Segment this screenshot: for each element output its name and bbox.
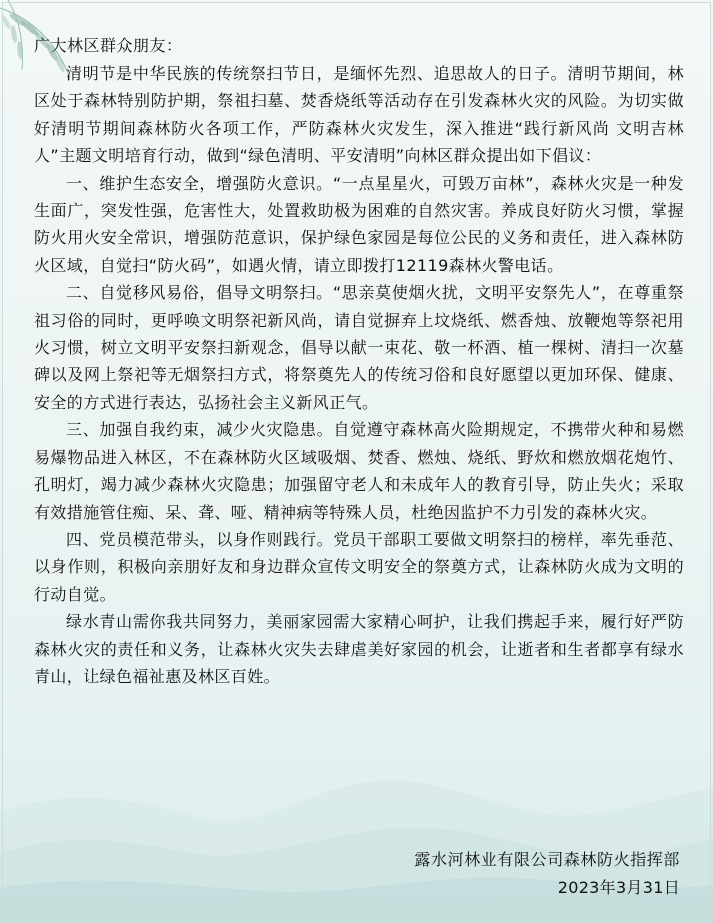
paragraph-point-2: 二、自觉移风易俗，倡导文明祭扫。“思亲莫使烟火扰，文明平安祭先人”，在尊重祭祖习俗的同时，更呼唤文明祭祀新风尚，请自觉摒弃上坟烧纸、燃香烛、放鞭炮等祭祀用火习惯，树立文明平安祭扫新观念，倡导以献一束花、敬一杯酒、植一棵树、清扫一次墓碑以及网上祭祀等无烟祭扫方式，将祭奠先人的传统习俗和良好愿望以更加环保、健康、安全的方式进行表达，弘扬社会主义新风正气。: [34, 283, 684, 412]
paragraph-intro: 清明节是中华民族的传统祭扫节日，是缅怀先烈、追思故人的日子。清明节期间，林区处于森林特别防护期，祭祖扫墓、焚香烧纸等活动存在引发森林火灾的风险。为切实做好清明节期间森林防火各项工作，严防森林火灾发生，深入推进“践行新风尚 文明吉林人”主题文明培育行动，做到“绿色清明、平安清明”向林区群众提出如下倡议：: [34, 64, 684, 166]
signature-organization: 露水河林业有限公司森林防火指挥部: [414, 850, 680, 869]
paragraph-point-4: 四、党员模范带头，以身作则践行。党员干部职工要做文明祭扫的榜样，率先垂范、以身作则，积极向亲朋好友和身边群众宣传文明安全的祭奠方式，让森林防火成为文明的行动自觉。: [34, 529, 684, 604]
signature-date: 2023年3月31日: [557, 878, 680, 897]
paragraph-point-1: 一、维护生态安全，增强防火意识。“一点星星火，可毁万亩林”，森林火灾是一种发生面广，突发性强，危害性大，处置救助极为困难的自然灾害。养成良好防火习惯，掌握防火用火安全常识，增强防范意识，保护绿色家园是每位公民的义务和责任，进入森林防火区域，自觉扫“防火码”，如遇火情，请立即拨打12119森林火警电话。: [34, 173, 684, 275]
letter-greeting: 广大林区群众朋友：: [34, 36, 183, 55]
paragraph-point-3: 三、加强自我约束，减少火灾隐患。自觉遵守森林高火险期规定，不携带火种和易燃易爆物品进入林区，不在森林防火区域吸烟、焚香、燃烛、烧纸、野炊和燃放烟花炮竹、孔明灯，竭力减少森林火灾隐患；加强留守老人和未成年人的教育引导，防止失火；采取有效措施管住痴、呆、聋、哑、精神病等特殊人员，杜绝因监护不力引发的森林火灾。: [34, 420, 684, 522]
paragraph-closing: 绿水青山需你我共同努力，美丽家园需大家精心呵护，让我们携起手来，履行好严防森林火灾的责任和义务，让森林火灾失去肆虐美好家园的机会，让逝者和生者都享有绿水青山，让绿色福祉惠及林区百姓。: [34, 612, 684, 686]
signature-block: [414, 846, 680, 902]
letter-body: [34, 32, 684, 690]
